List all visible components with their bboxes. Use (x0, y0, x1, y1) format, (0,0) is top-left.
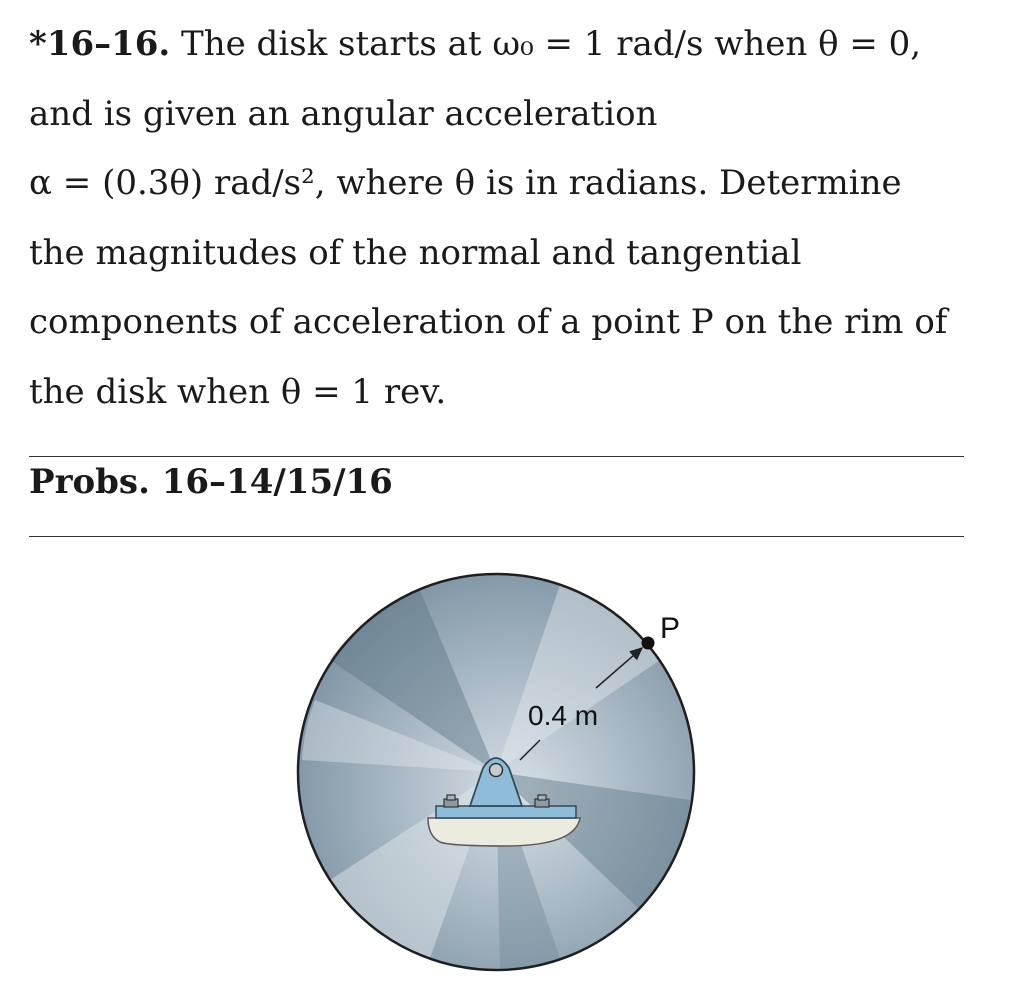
problem-line-2: and is given an angular acceleration (29, 93, 658, 134)
figure-caption: Probs. 16–14/15/16 (29, 462, 393, 502)
problem-line-3: α = (0.3θ) rad/s², where θ is in radians. Determine (29, 163, 902, 203)
problem-line-6: the disk when θ = 1 rev. (29, 371, 447, 412)
point-p-marker (642, 637, 655, 650)
radius-label: 0.4 m (528, 700, 599, 731)
problem-line-4: the magnitudes of the normal and tangential (29, 232, 802, 273)
problem-text-1: The disk starts at ω₀ = 1 rad/s when θ = 0, (170, 24, 922, 64)
problem-line-5: components of acceleration of a point P on the rim of (29, 302, 948, 342)
problem-number: *16–16. (29, 24, 171, 64)
support-base (428, 806, 580, 846)
point-p-label: P (660, 612, 681, 645)
